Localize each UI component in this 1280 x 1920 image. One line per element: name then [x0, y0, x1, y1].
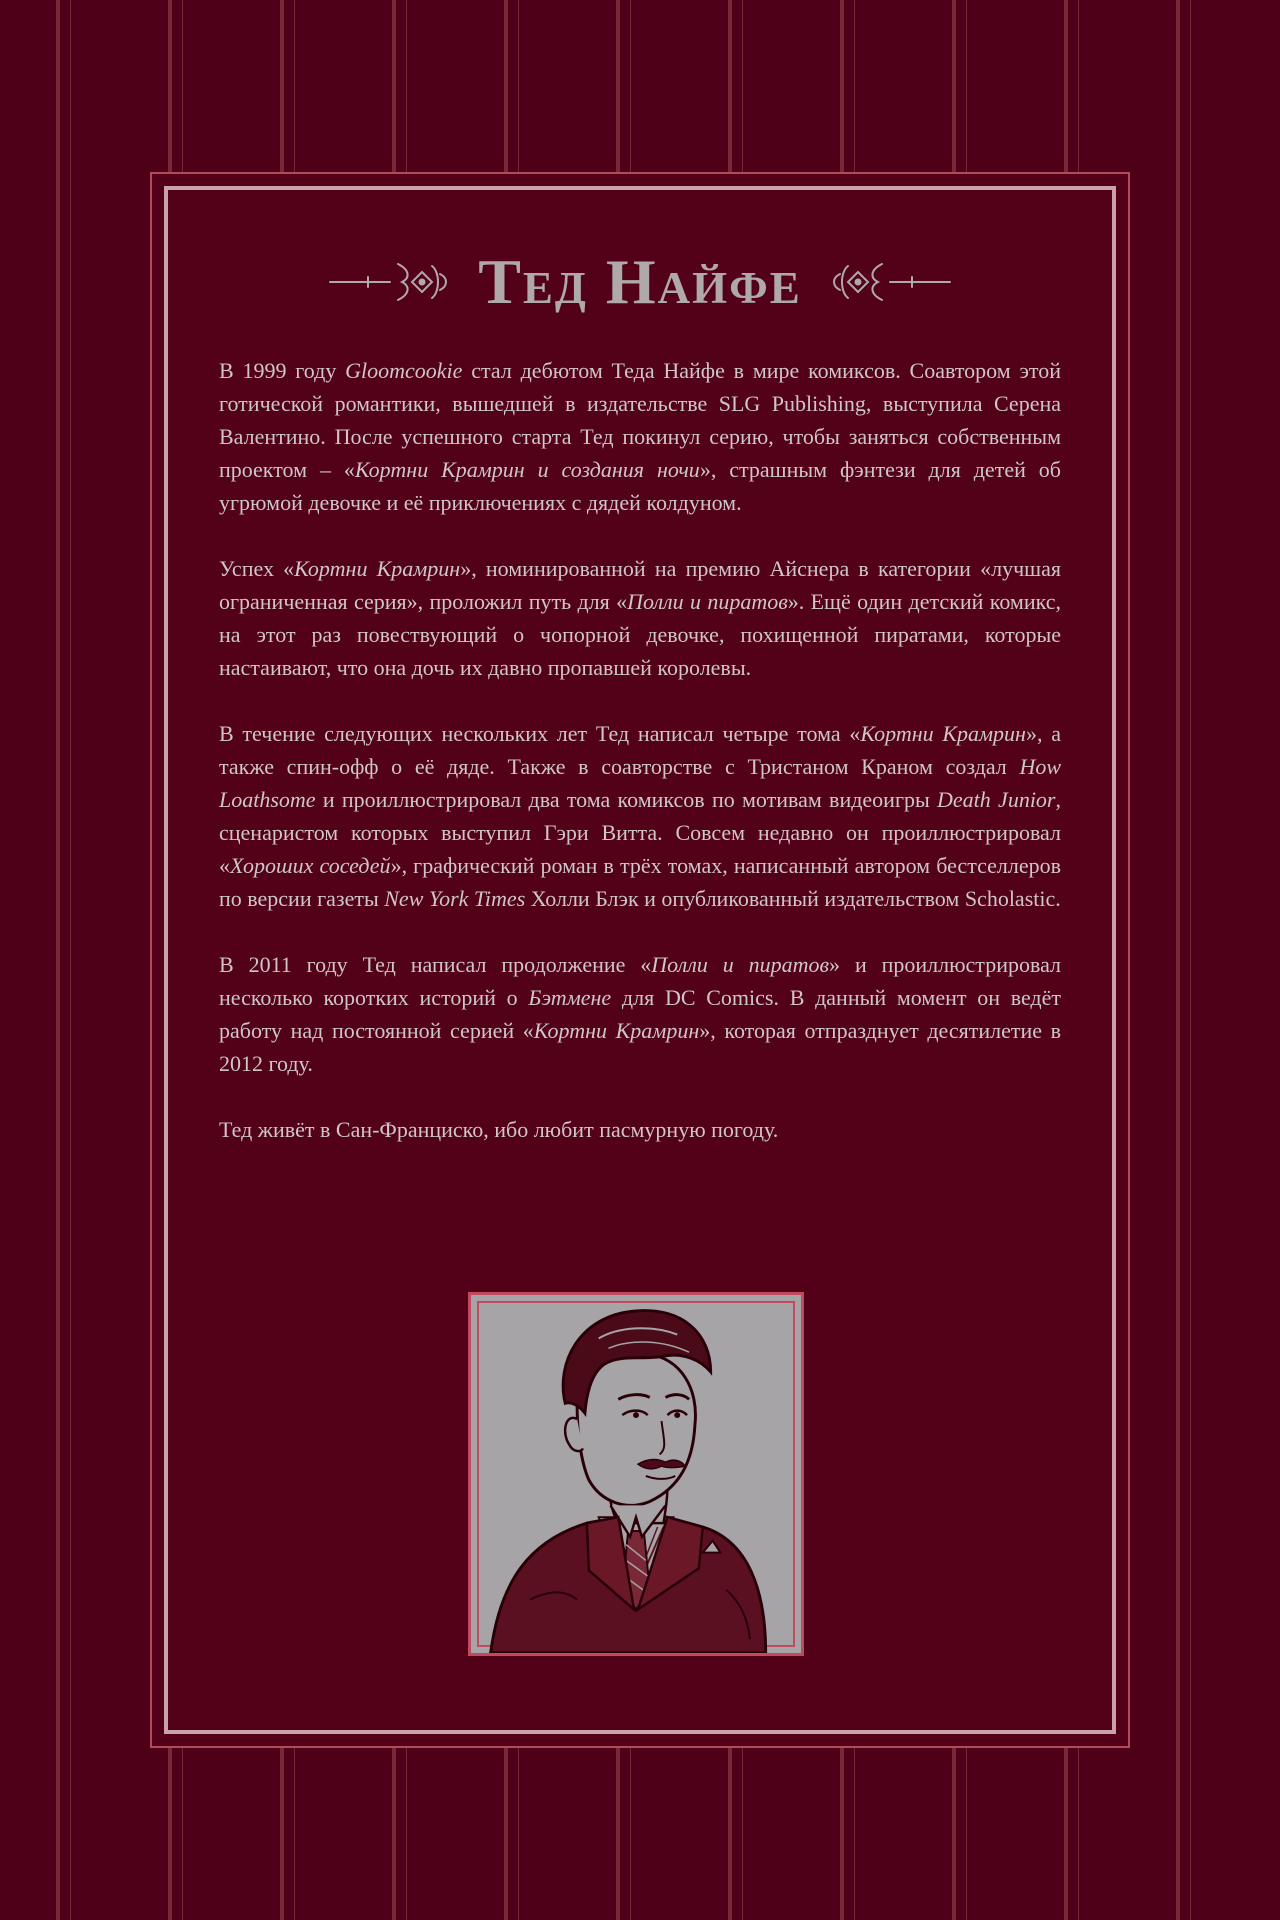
bio-paragraph-3 — [219, 717, 1061, 915]
italic-title-text: Gloomcookie — [345, 358, 463, 383]
paragraph-text: Холли Блэк и опубликованный издательством Scholastic. — [525, 886, 1061, 911]
italic-title-text: Полли и пиратов — [651, 952, 830, 977]
paragraph-text: » и проиллюстрировал несколько коротких историй о — [219, 952, 1061, 1010]
italic-title-text: Кортни Крамрин и создания ночи — [354, 457, 700, 482]
paragraph-text: ». Ещё один детский комикс, на этот раз повествующий о чопорной девочке, похищенной пиратами, которые настаивают, что она дочь их давно пропавшей королевы. — [219, 589, 1061, 680]
paragraph-text: », а также спин-офф о её дяде. Также в соавторстве с Тристаном Краном создал — [219, 721, 1061, 779]
bio-paragraph-2 — [219, 552, 1061, 684]
italic-title-text: Хороших соседей — [230, 853, 391, 878]
italic-title-text: Кортни Крамрин — [860, 721, 1026, 746]
italic-title-text: Кортни Крамрин — [533, 1018, 700, 1043]
bio-text — [219, 354, 1061, 1179]
author-portrait — [468, 1292, 804, 1656]
italic-title-text: New York Times — [384, 886, 526, 911]
author-portrait-illustration — [471, 1295, 801, 1653]
bio-paragraph-1 — [219, 354, 1061, 519]
italic-title-text: Кортни Крамрин — [294, 556, 461, 581]
paragraph-text: для DC Comics. В данный момент он ведёт работу над постоянной серией « — [219, 985, 1062, 1043]
italic-title-text: How Loathsome — [219, 754, 1061, 812]
paragraph-text: В 2011 году Тед написал продолжение « — [219, 952, 652, 977]
italic-title-text: Бэтмене — [528, 985, 612, 1010]
paragraph-text: стал дебютом Теда Найфе в мире комиксов. Соавтором этой готической романтики, вышедшей в издательстве SLG Publishing, выступила Серена Валентино. После успешного старта Тед покинул серию, чтобы заняться собственным проектом – « — [219, 358, 1061, 482]
bio-panel — [150, 172, 1130, 1748]
paragraph-text: В течение следующих нескольких лет Тед написал четыре тома « — [219, 721, 861, 746]
left-flourish-icon — [328, 260, 458, 304]
paragraph-text: », номинированной на премию Айснера в категории «лучшая ограниченная серия», проложил путь для « — [219, 556, 1061, 614]
paragraph-text: », графический роман в трёх томах, написанный автором бестселлеров по версии газеты — [219, 853, 1061, 911]
paragraph-text: », которая отпразднует десятилетие в 2012 году. — [219, 1018, 1062, 1076]
paragraph-text: Успех « — [219, 556, 295, 581]
italic-title-text: Death Junior — [937, 787, 1056, 812]
title-row — [152, 246, 1128, 317]
paragraph-text: и проиллюстрировал два тома комиксов по мотивам видеоигры — [315, 787, 938, 812]
page-title: Тед Найфе — [478, 246, 802, 317]
right-flourish-icon — [822, 260, 952, 304]
bio-paragraph-4 — [219, 948, 1061, 1080]
italic-title-text: Полли и пиратов — [627, 589, 788, 614]
paragraph-text: Тед живёт в Сан-Франциско, ибо любит пасмурную погоду. — [219, 1117, 779, 1142]
paragraph-text: », страшным фэнтези для детей об угрюмой девочке и её приключениях с дядей колдуном. — [219, 457, 1061, 515]
bio-paragraph-5 — [219, 1113, 1061, 1146]
paragraph-text: В 1999 году — [219, 358, 346, 383]
paragraph-text: , сценаристом которых выступил Гэри Витта. Совсем недавно он проиллюстрировал « — [219, 787, 1061, 878]
